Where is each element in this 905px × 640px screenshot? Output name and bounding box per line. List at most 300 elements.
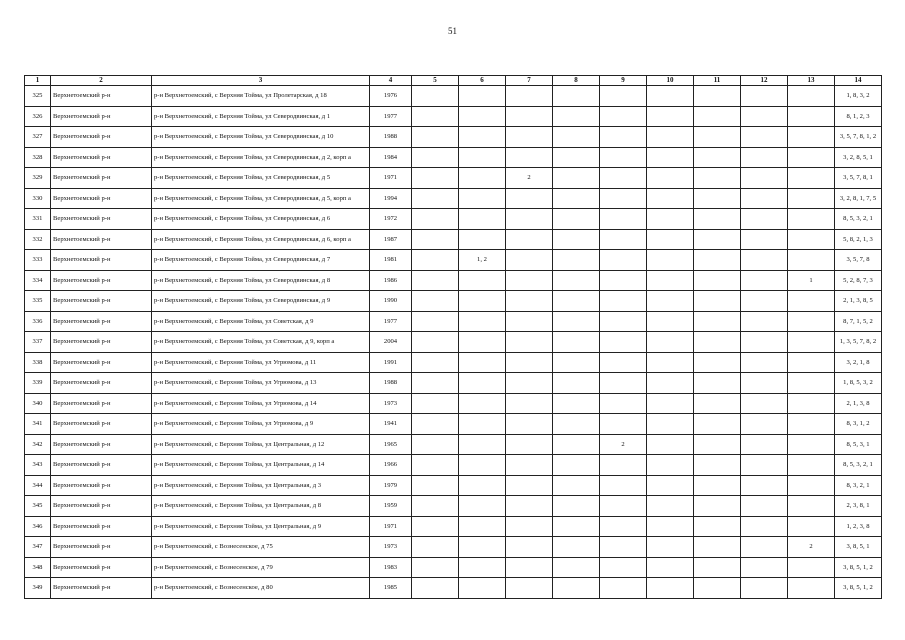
table-row: [25, 516, 882, 537]
column-12-cell: [741, 578, 788, 599]
column-13-cell: [788, 475, 835, 496]
column-13-cell: [788, 168, 835, 189]
column-9-cell: [600, 168, 647, 189]
column-13-cell: [788, 332, 835, 353]
column-14-cell: 2, 1, 3, 8, 5: [835, 291, 882, 312]
row-number-cell: 332: [25, 229, 51, 250]
year-cell: 1977: [370, 106, 412, 127]
table-row: [25, 270, 882, 291]
column-11-cell: [694, 291, 741, 312]
column-14-cell: 3, 2, 8, 5, 1: [835, 147, 882, 168]
address-cell: р-н Верхнетоемский, с Верхняя Тойма, ул Северодвинская, д 10: [152, 127, 370, 148]
column-8-cell: [553, 496, 600, 517]
row-number-cell: 327: [25, 127, 51, 148]
column-12-cell: [741, 496, 788, 517]
column-6-cell: [459, 168, 506, 189]
column-9-cell: [600, 578, 647, 599]
column-13-cell: [788, 434, 835, 455]
address-cell: р-н Верхнетоемский, с Верхняя Тойма, ул Советская, д 9, корп а: [152, 332, 370, 353]
column-8-cell: [553, 578, 600, 599]
table-row: [25, 496, 882, 517]
column-12-cell: [741, 291, 788, 312]
year-cell: 1986: [370, 270, 412, 291]
table-row: [25, 188, 882, 209]
column-14-cell: 8, 7, 1, 5, 2: [835, 311, 882, 332]
table-row: [25, 311, 882, 332]
column-11-cell: [694, 147, 741, 168]
column-13-cell: [788, 311, 835, 332]
column-7-cell: [506, 516, 553, 537]
column-8-cell: [553, 475, 600, 496]
column-9-cell: [600, 270, 647, 291]
column-9-cell: [600, 537, 647, 558]
column-header-11: 11: [694, 76, 741, 86]
district-cell: Верхнетоемский р-н: [51, 455, 152, 476]
column-8-cell: [553, 86, 600, 107]
district-cell: Верхнетоемский р-н: [51, 352, 152, 373]
column-8-cell: [553, 209, 600, 230]
column-12-cell: [741, 209, 788, 230]
row-number-cell: 342: [25, 434, 51, 455]
column-10-cell: [647, 147, 694, 168]
column-7-cell: [506, 557, 553, 578]
column-10-cell: [647, 188, 694, 209]
row-number-cell: 339: [25, 373, 51, 394]
column-14-cell: 1, 8, 5, 3, 2: [835, 373, 882, 394]
column-10-cell: [647, 127, 694, 148]
district-cell: Верхнетоемский р-н: [51, 496, 152, 517]
district-cell: Верхнетоемский р-н: [51, 373, 152, 394]
column-9-cell: [600, 352, 647, 373]
column-10-cell: [647, 168, 694, 189]
column-9-cell: [600, 86, 647, 107]
column-5-cell: [412, 229, 459, 250]
column-header-2: 2: [51, 76, 152, 86]
column-14-cell: 1, 2, 3, 8: [835, 516, 882, 537]
column-13-cell: [788, 209, 835, 230]
column-5-cell: [412, 86, 459, 107]
address-cell: р-н Верхнетоемский, с Верхняя Тойма, ул Центральная, д 8: [152, 496, 370, 517]
column-7-cell: [506, 188, 553, 209]
year-cell: 1976: [370, 86, 412, 107]
column-13-cell: [788, 455, 835, 476]
column-9-cell: [600, 516, 647, 537]
column-header-13: 13: [788, 76, 835, 86]
column-7-cell: [506, 352, 553, 373]
column-6-cell: [459, 516, 506, 537]
column-5-cell: [412, 455, 459, 476]
row-number-cell: 336: [25, 311, 51, 332]
column-8-cell: [553, 455, 600, 476]
column-7-cell: [506, 332, 553, 353]
district-cell: Верхнетоемский р-н: [51, 168, 152, 189]
district-cell: Верхнетоемский р-н: [51, 106, 152, 127]
column-5-cell: [412, 332, 459, 353]
column-7-cell: 2: [506, 168, 553, 189]
column-10-cell: [647, 250, 694, 271]
column-6-cell: [459, 414, 506, 435]
table-row: [25, 537, 882, 558]
column-7-cell: [506, 475, 553, 496]
column-6-cell: [459, 496, 506, 517]
row-number-cell: 341: [25, 414, 51, 435]
column-13-cell: [788, 86, 835, 107]
table-row: [25, 250, 882, 271]
row-number-cell: 331: [25, 209, 51, 230]
address-cell: р-н Верхнетоемский, с Верхняя Тойма, ул Северодвинская, д 5: [152, 168, 370, 189]
column-10-cell: [647, 86, 694, 107]
column-9-cell: [600, 311, 647, 332]
table-row: [25, 414, 882, 435]
column-11-cell: [694, 578, 741, 599]
column-14-cell: 3, 2, 8, 1, 7, 5: [835, 188, 882, 209]
column-header-5: 5: [412, 76, 459, 86]
column-10-cell: [647, 496, 694, 517]
district-cell: Верхнетоемский р-н: [51, 537, 152, 558]
column-9-cell: [600, 250, 647, 271]
column-5-cell: [412, 147, 459, 168]
column-11-cell: [694, 516, 741, 537]
year-cell: 1987: [370, 229, 412, 250]
column-11-cell: [694, 188, 741, 209]
address-cell: р-н Верхнетоемский, с Верхняя Тойма, ул Северодвинская, д 2, корп а: [152, 147, 370, 168]
row-number-cell: 343: [25, 455, 51, 476]
year-cell: 2004: [370, 332, 412, 353]
column-10-cell: [647, 332, 694, 353]
column-11-cell: [694, 393, 741, 414]
column-14-cell: 2, 3, 8, 1: [835, 496, 882, 517]
column-14-cell: 3, 5, 7, 8: [835, 250, 882, 271]
column-14-cell: 8, 5, 3, 1: [835, 434, 882, 455]
year-cell: 1988: [370, 373, 412, 394]
address-cell: р-н Верхнетоемский, с Верхняя Тойма, ул Угрюмова, д 11: [152, 352, 370, 373]
column-5-cell: [412, 557, 459, 578]
column-10-cell: [647, 270, 694, 291]
column-8-cell: [553, 373, 600, 394]
column-13-cell: [788, 557, 835, 578]
column-6-cell: [459, 147, 506, 168]
column-5-cell: [412, 393, 459, 414]
table-row: [25, 168, 882, 189]
column-11-cell: [694, 229, 741, 250]
year-cell: 1966: [370, 455, 412, 476]
data-table: [24, 75, 882, 599]
column-14-cell: 1, 3, 5, 7, 8, 2: [835, 332, 882, 353]
column-9-cell: [600, 332, 647, 353]
column-12-cell: [741, 229, 788, 250]
column-9-cell: [600, 188, 647, 209]
column-7-cell: [506, 578, 553, 599]
row-number-cell: 330: [25, 188, 51, 209]
column-12-cell: [741, 86, 788, 107]
row-number-cell: 338: [25, 352, 51, 373]
column-9-cell: [600, 393, 647, 414]
header-row: [25, 76, 882, 86]
row-number-cell: 326: [25, 106, 51, 127]
column-10-cell: [647, 578, 694, 599]
column-12-cell: [741, 557, 788, 578]
column-12-cell: [741, 270, 788, 291]
column-6-cell: [459, 475, 506, 496]
column-11-cell: [694, 537, 741, 558]
column-10-cell: [647, 352, 694, 373]
year-cell: 1984: [370, 147, 412, 168]
district-cell: Верхнетоемский р-н: [51, 414, 152, 435]
column-11-cell: [694, 557, 741, 578]
table-row: [25, 147, 882, 168]
district-cell: Верхнетоемский р-н: [51, 270, 152, 291]
table-row: [25, 475, 882, 496]
row-number-cell: 347: [25, 537, 51, 558]
column-9-cell: [600, 496, 647, 517]
column-6-cell: [459, 127, 506, 148]
row-number-cell: 333: [25, 250, 51, 271]
table-row: [25, 373, 882, 394]
column-6-cell: [459, 434, 506, 455]
column-6-cell: [459, 86, 506, 107]
column-11-cell: [694, 373, 741, 394]
row-number-cell: 340: [25, 393, 51, 414]
address-cell: р-н Верхнетоемский, с Верхняя Тойма, ул Северодвинская, д 6: [152, 209, 370, 230]
column-11-cell: [694, 106, 741, 127]
column-13-cell: [788, 229, 835, 250]
column-10-cell: [647, 311, 694, 332]
address-cell: р-н Верхнетоемский, с Верхняя Тойма, ул Северодвинская, д 1: [152, 106, 370, 127]
column-13-cell: [788, 127, 835, 148]
year-cell: 1990: [370, 291, 412, 312]
year-cell: 1971: [370, 516, 412, 537]
column-6-cell: [459, 455, 506, 476]
column-9-cell: [600, 147, 647, 168]
table-row: [25, 352, 882, 373]
address-cell: р-н Верхнетоемский, с Верхняя Тойма, ул Центральная, д 3: [152, 475, 370, 496]
year-cell: 1991: [370, 352, 412, 373]
row-number-cell: 346: [25, 516, 51, 537]
address-cell: р-н Верхнетоемский, с Верхняя Тойма, ул Северодвинская, д 8: [152, 270, 370, 291]
address-cell: р-н Верхнетоемский, с Верхняя Тойма, ул Советская, д 9: [152, 311, 370, 332]
address-cell: р-н Верхнетоемский, с Верхняя Тойма, ул Центральная, д 9: [152, 516, 370, 537]
column-5-cell: [412, 270, 459, 291]
column-7-cell: [506, 434, 553, 455]
column-9-cell: [600, 229, 647, 250]
column-5-cell: [412, 250, 459, 271]
column-9-cell: [600, 127, 647, 148]
column-11-cell: [694, 352, 741, 373]
row-number-cell: 335: [25, 291, 51, 312]
district-cell: Верхнетоемский р-н: [51, 250, 152, 271]
column-11-cell: [694, 311, 741, 332]
column-10-cell: [647, 475, 694, 496]
column-13-cell: [788, 352, 835, 373]
column-13-cell: [788, 250, 835, 271]
column-13-cell: [788, 106, 835, 127]
column-5-cell: [412, 434, 459, 455]
column-10-cell: [647, 434, 694, 455]
column-10-cell: [647, 209, 694, 230]
row-number-cell: 328: [25, 147, 51, 168]
column-6-cell: [459, 393, 506, 414]
row-number-cell: 348: [25, 557, 51, 578]
year-cell: 1965: [370, 434, 412, 455]
district-cell: Верхнетоемский р-н: [51, 127, 152, 148]
column-7-cell: [506, 147, 553, 168]
column-13-cell: [788, 496, 835, 517]
column-12-cell: [741, 106, 788, 127]
table-row: [25, 434, 882, 455]
column-12-cell: [741, 332, 788, 353]
column-11-cell: [694, 250, 741, 271]
row-number-cell: 329: [25, 168, 51, 189]
column-14-cell: 3, 8, 5, 1, 2: [835, 578, 882, 599]
column-header-10: 10: [647, 76, 694, 86]
column-11-cell: [694, 127, 741, 148]
column-5-cell: [412, 475, 459, 496]
column-8-cell: [553, 229, 600, 250]
table-row: [25, 229, 882, 250]
year-cell: 1973: [370, 393, 412, 414]
column-6-cell: [459, 373, 506, 394]
column-header-12: 12: [741, 76, 788, 86]
year-cell: 1959: [370, 496, 412, 517]
column-6-cell: [459, 537, 506, 558]
column-13-cell: [788, 414, 835, 435]
column-14-cell: 8, 5, 3, 2, 1: [835, 209, 882, 230]
column-10-cell: [647, 516, 694, 537]
column-5-cell: [412, 516, 459, 537]
column-12-cell: [741, 475, 788, 496]
table-row: [25, 291, 882, 312]
column-11-cell: [694, 434, 741, 455]
column-12-cell: [741, 414, 788, 435]
column-5-cell: [412, 352, 459, 373]
column-header-8: 8: [553, 76, 600, 86]
district-cell: Верхнетоемский р-н: [51, 188, 152, 209]
page-number: 51: [448, 26, 457, 36]
column-9-cell: [600, 455, 647, 476]
row-number-cell: 344: [25, 475, 51, 496]
column-12-cell: [741, 516, 788, 537]
column-8-cell: [553, 414, 600, 435]
row-number-cell: 325: [25, 86, 51, 107]
column-11-cell: [694, 455, 741, 476]
column-11-cell: [694, 86, 741, 107]
table-row: [25, 106, 882, 127]
column-10-cell: [647, 537, 694, 558]
district-cell: Верхнетоемский р-н: [51, 434, 152, 455]
column-5-cell: [412, 578, 459, 599]
address-cell: р-н Верхнетоемский, с Верхняя Тойма, ул Северодвинская, д 7: [152, 250, 370, 271]
column-7-cell: [506, 455, 553, 476]
column-6-cell: [459, 270, 506, 291]
column-7-cell: [506, 250, 553, 271]
column-14-cell: 5, 8, 2, 1, 3: [835, 229, 882, 250]
column-8-cell: [553, 332, 600, 353]
column-9-cell: [600, 291, 647, 312]
address-cell: р-н Верхнетоемский, с Вознесенское, д 79: [152, 557, 370, 578]
table-row: [25, 455, 882, 476]
column-header-7: 7: [506, 76, 553, 86]
address-cell: р-н Верхнетоемский, с Верхняя Тойма, ул Угрюмова, д 9: [152, 414, 370, 435]
column-12-cell: [741, 393, 788, 414]
table-row: [25, 393, 882, 414]
year-cell: 1973: [370, 537, 412, 558]
column-14-cell: 8, 3, 1, 2: [835, 414, 882, 435]
year-cell: 1941: [370, 414, 412, 435]
column-7-cell: [506, 414, 553, 435]
column-8-cell: [553, 147, 600, 168]
district-cell: Верхнетоемский р-н: [51, 147, 152, 168]
column-12-cell: [741, 373, 788, 394]
district-cell: Верхнетоемский р-н: [51, 578, 152, 599]
column-11-cell: [694, 168, 741, 189]
column-5-cell: [412, 168, 459, 189]
year-cell: 1983: [370, 557, 412, 578]
district-cell: Верхнетоемский р-н: [51, 332, 152, 353]
column-8-cell: [553, 106, 600, 127]
year-cell: 1981: [370, 250, 412, 271]
district-cell: Верхнетоемский р-н: [51, 209, 152, 230]
column-14-cell: 8, 1, 2, 3: [835, 106, 882, 127]
column-5-cell: [412, 106, 459, 127]
column-14-cell: 8, 5, 3, 2, 1: [835, 455, 882, 476]
column-13-cell: [788, 578, 835, 599]
column-5-cell: [412, 311, 459, 332]
address-cell: р-н Верхнетоемский, с Верхняя Тойма, ул Северодвинская, д 9: [152, 291, 370, 312]
district-cell: Верхнетоемский р-н: [51, 229, 152, 250]
column-6-cell: [459, 106, 506, 127]
column-8-cell: [553, 393, 600, 414]
column-8-cell: [553, 291, 600, 312]
column-11-cell: [694, 496, 741, 517]
column-7-cell: [506, 373, 553, 394]
column-13-cell: 1: [788, 270, 835, 291]
column-7-cell: [506, 106, 553, 127]
column-8-cell: [553, 250, 600, 271]
column-12-cell: [741, 537, 788, 558]
column-11-cell: [694, 475, 741, 496]
column-8-cell: [553, 270, 600, 291]
column-9-cell: [600, 106, 647, 127]
column-14-cell: 1, 8, 3, 2: [835, 86, 882, 107]
column-6-cell: [459, 352, 506, 373]
year-cell: 1994: [370, 188, 412, 209]
address-cell: р-н Верхнетоемский, с Вознесенское, д 75: [152, 537, 370, 558]
table-row: [25, 557, 882, 578]
table-row: [25, 209, 882, 230]
column-5-cell: [412, 496, 459, 517]
column-14-cell: 2, 1, 3, 8: [835, 393, 882, 414]
column-6-cell: [459, 332, 506, 353]
table-row: [25, 332, 882, 353]
year-cell: 1979: [370, 475, 412, 496]
column-11-cell: [694, 332, 741, 353]
column-9-cell: 2: [600, 434, 647, 455]
year-cell: 1971: [370, 168, 412, 189]
table-row: [25, 127, 882, 148]
column-9-cell: [600, 209, 647, 230]
column-14-cell: 3, 8, 5, 1: [835, 537, 882, 558]
table-row: [25, 578, 882, 599]
column-7-cell: [506, 496, 553, 517]
column-5-cell: [412, 127, 459, 148]
column-14-cell: 8, 3, 2, 1: [835, 475, 882, 496]
column-8-cell: [553, 557, 600, 578]
column-7-cell: [506, 209, 553, 230]
address-cell: р-н Верхнетоемский, с Верхняя Тойма, ул Угрюмова, д 14: [152, 393, 370, 414]
column-10-cell: [647, 291, 694, 312]
row-number-cell: 349: [25, 578, 51, 599]
column-13-cell: [788, 188, 835, 209]
